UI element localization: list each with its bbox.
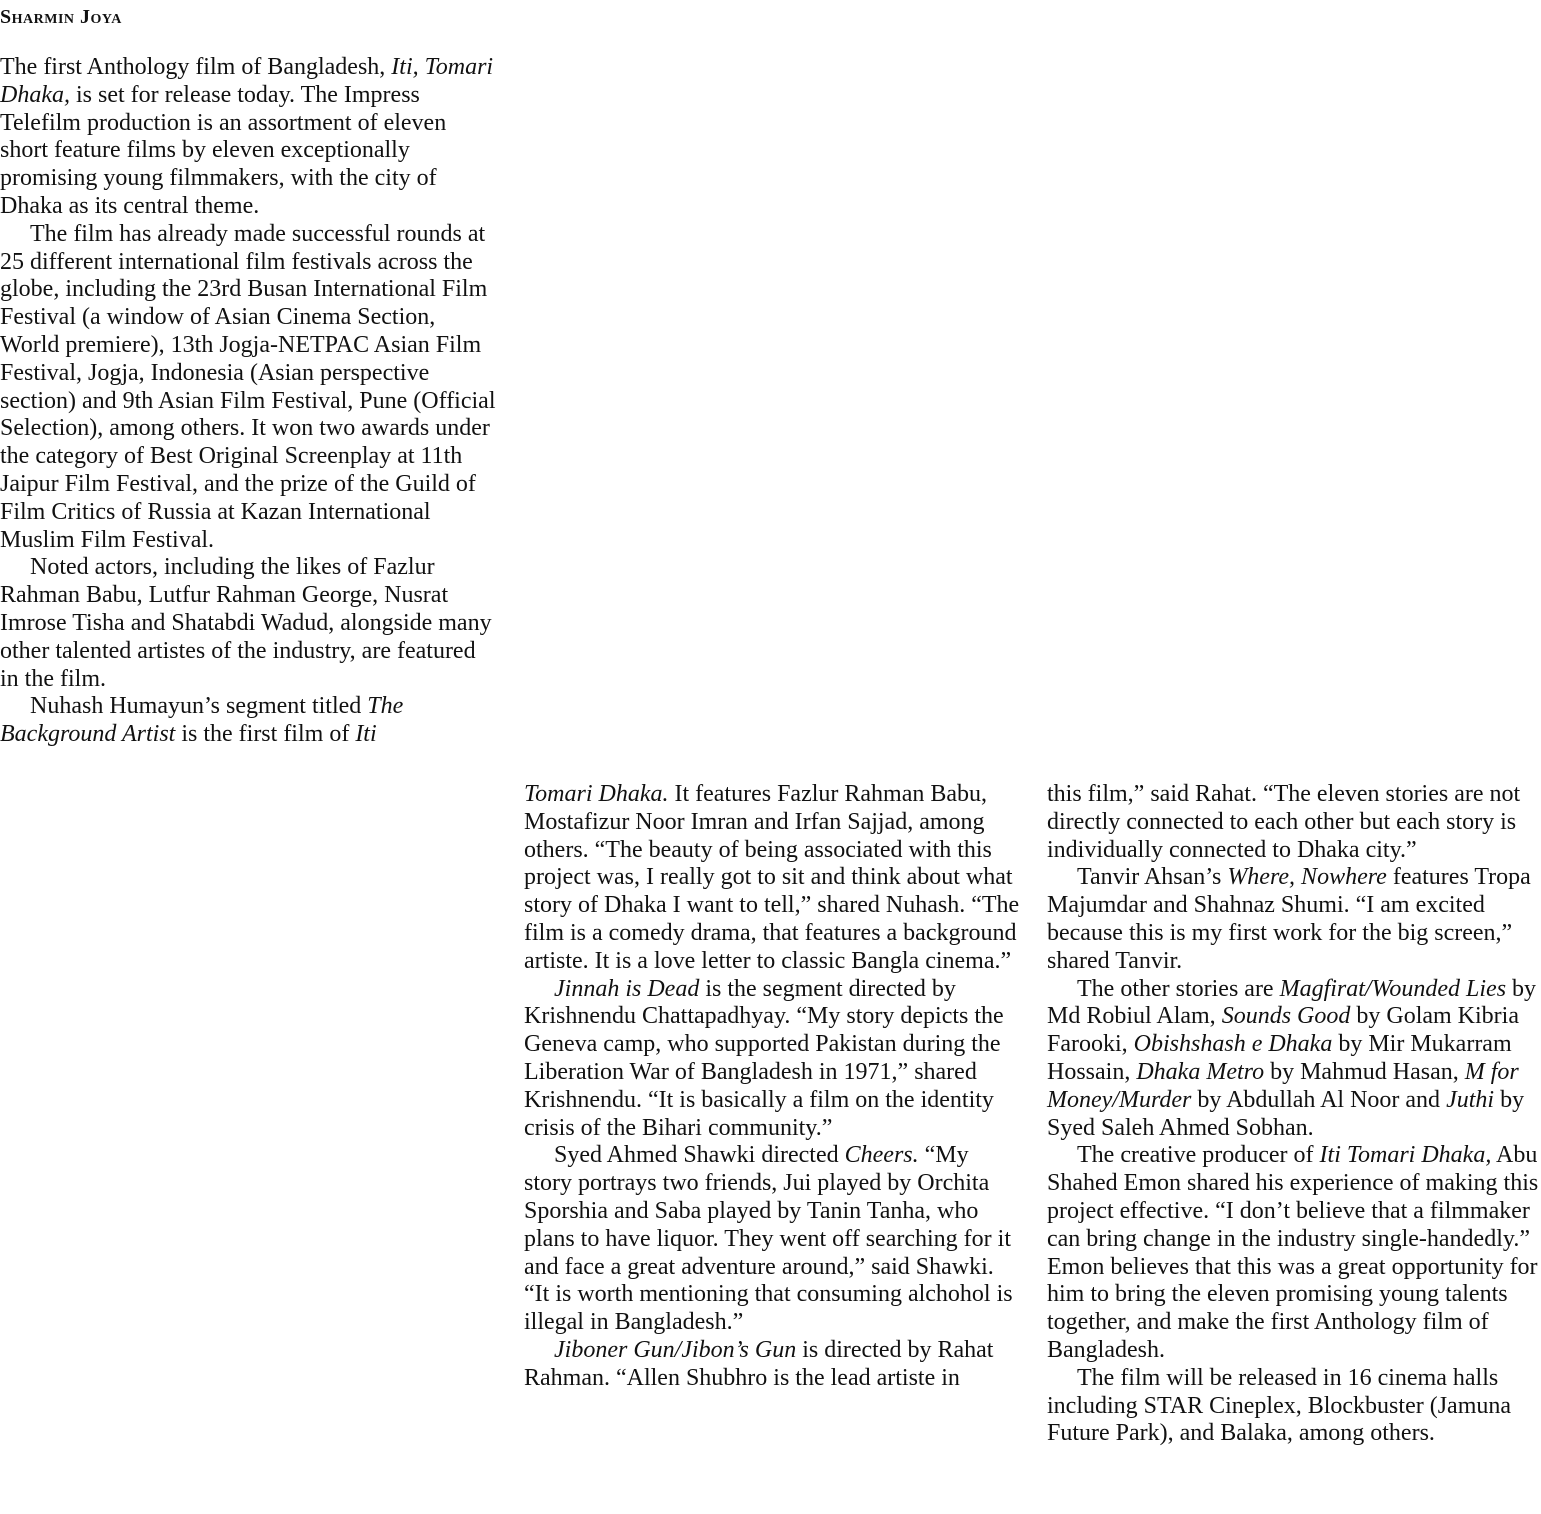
paragraph: Syed Ahmed Shawki directed Cheers. “My story portrays two friends, Jui played by Orchita Sporshia and Saba played by Tanin Tanha, who plans to have liquor. They went off searching for it and face a great adventure around,” said Shawki. “It is worth mentioning that consuming alchohol is illegal in Bangladesh.” xyxy=(524,1142,1013,1336)
article-column-2 xyxy=(524,781,1020,1393)
paragraph: Noted actors, including the likes of Fazlur Rahman Babu, Lutfur Rahman George, Nusrat Imrose Tisha and Shatabdi Wadud, alongside many other talented artistes of the industry, are featured in the film. xyxy=(0,554,492,692)
paragraph: Nuhash Humayun’s segment titled The Background Artist is the first film of Iti xyxy=(0,693,404,748)
paragraph: The film has already made successful rounds at 25 different international film festivals across the globe, including the 23rd Busan International Film Festival (a window of Asian Cinema Section, World premiere), 13th Jogja-NETPAC Asian Film Festival, Jogja, Indonesia (Asian perspective section) and 9th Asian Film Festival, Pune (Official Selection), among others. It won two awards under the category of Best Original Screenplay at 11th Jaipur Film Festival, and the prize of the Guild of Film Critics of Russia at Kazan International Muslim Film Festival. xyxy=(0,220,496,553)
paragraph: Jiboner Gun/Jibon’s Gun is directed by Rahat Rahman. “Allen Shubhro is the lead artiste in xyxy=(524,1336,994,1391)
paragraph: Jinnah is Dead is the segment directed by Krishnendu Chattapadhyay. “My story depicts the Geneva camp, who supported Pakistan during the Liberation War of Bangladesh in 1971,” shared Krishnendu. “It is basically a film on the identity crisis of the Bihari community.” xyxy=(524,975,1004,1141)
paragraph: The film will be released in 16 cinema halls including STAR Cineplex, Blockbuster (Jamuna Future Park), and Balaka, among others. xyxy=(1047,1364,1512,1447)
byline: Sharmin Joya xyxy=(0,6,122,28)
paragraph: The creative producer of Iti Tomari Dhaka, Abu Shahed Emon shared his experience of making this project effective. “I don’t believe that a filmmaker can bring change in the industry single-handedly.” Emon believes that this was a great opportunity for him to bring the eleven promising young talents together, and make the first Anthology film of Bangladesh. xyxy=(1047,1142,1539,1363)
paragraph: Tomari Dhaka. It features Fazlur Rahman Babu, Mostafizur Noor Imran and Irfan Sajjad, among others. “The beauty of being associated with this project was, I really got to sit and think about what story of Dhaka I want to tell,” shared Nuhash. “The film is a comedy drama, that features a background artiste. It is a love letter to classic Bangla cinema.” xyxy=(524,781,1020,974)
paragraph: The first Anthology film of Bangladesh, Iti, Tomari Dhaka, is set for release today. The Impress Telefilm production is an assortment of eleven short feature films by eleven exceptionally promising young filmmakers, with the city of Dhaka as its central theme. xyxy=(0,54,494,219)
paragraph: this film,” said Rahat. “The eleven stories are not directly connected to each other but each story is individually connected to Dhaka city.” xyxy=(1047,781,1521,863)
article-column-3 xyxy=(1047,781,1541,1448)
article-column-1 xyxy=(0,54,496,749)
paragraph: The other stories are Magfirat/Wounded Lies by Md Robiul Alam, Sounds Good by Golam Kibria Farooki, Obishshash e Dhaka by Mir Mukarram Hossain, Dhaka Metro by Mahmud Hasan, M for Money/Murder by Abdullah Al Noor and Juthi by Syed Saleh Ahmed Sobhan. xyxy=(1047,975,1537,1141)
paragraph: Tanvir Ahsan’s Where, Nowhere features Tropa Majumdar and Shahnaz Shumi. “I am excited because this is my first work for the big screen,” shared Tanvir. xyxy=(1047,864,1531,974)
